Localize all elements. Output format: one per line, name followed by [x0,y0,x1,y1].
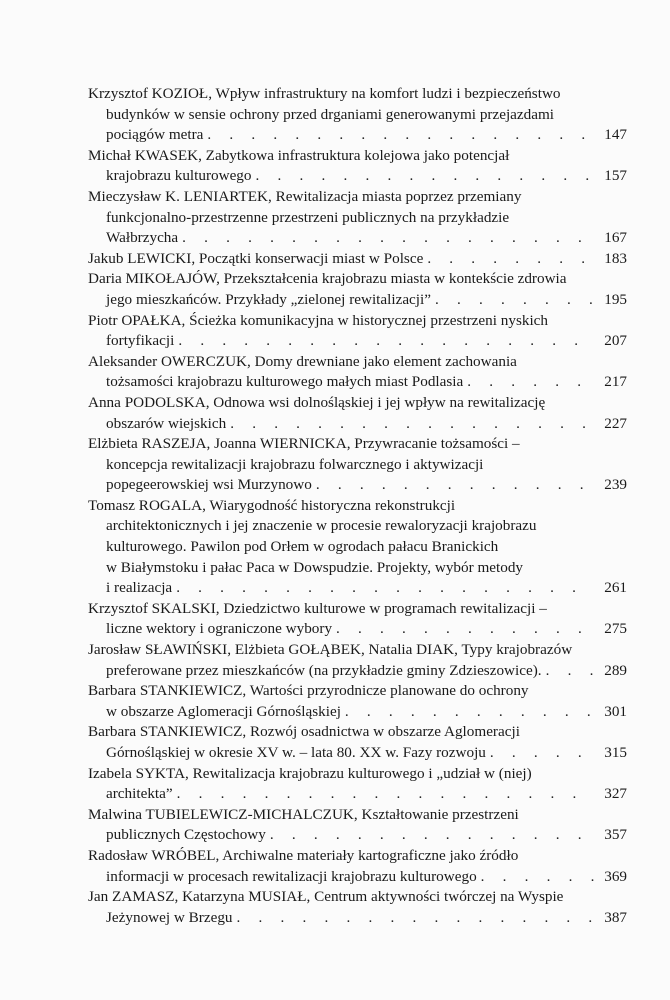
toc-entry-title-end: preferowane przez mieszkańców (na przykładzie gminy Zdzieszowice). [106,661,542,679]
toc-entry-line: Jan ZAMASZ, Katarzyna MUSIAŁ, Centrum aktywności twórczej na Wyspie [88,888,564,906]
toc-entry [88,764,627,805]
dot-leader [233,908,595,929]
toc-entry-line: Tomasz ROGALA, Wiarygodność historyczna rekonstrukcji [88,496,456,514]
toc-entry-title-end: i realizacja [106,579,173,597]
toc-entry-title-end: jego mieszkańców. Przykłady „zielonej rewitalizacji” [106,290,431,308]
page-number: 289 [604,661,627,679]
toc-entry-line: Krzysztof SKALSKI, Dziedzictwo kulturowe w programach rewitalizacji – [88,599,547,617]
toc-entry-last-line [88,228,627,249]
toc-entry-title-end: obszarów wiejskich [106,414,227,432]
toc-entry-last-line [88,908,627,929]
toc-entry-last-line [88,578,627,599]
page-number: 387 [604,908,627,926]
toc-entry-last-line [88,372,627,393]
toc-entry [88,269,627,310]
page-number: 147 [604,126,627,144]
toc-entry-title-end: krajobrazu kulturowego [106,167,252,185]
dot-leader [252,166,596,187]
page-number: 167 [604,229,627,247]
toc-entry-title-end: Górnośląskiej w okresie XV w. – lata 80. XX w. Fazy rozwoju [106,744,486,761]
toc-entry-line: Krzysztof KOZIOŁ, Wpływ infrastruktury na komfort ludzi i bezpieczeństwo [88,85,561,102]
toc-entry-title-end: informacji w procesach rewitalizacji krajobrazu kulturowego [106,867,477,885]
toc-entry [88,187,627,249]
toc-entry-line: Barbara STANKIEWICZ, Rozwój osadnictwa w obszarze Aglomeracji [88,723,520,741]
toc-entry-last-line [88,331,627,352]
page-number: 183 [604,249,627,267]
dot-leader [173,784,595,805]
toc-entry-line: Barbara STANKIEWICZ, Wartości przyrodnicze planowane do ochrony [88,682,529,700]
toc-entry [88,434,627,496]
dot-leader [341,702,595,723]
page-number: 369 [604,867,627,885]
page-number: 207 [604,332,627,350]
toc-entry [88,887,627,928]
page-number: 261 [604,579,627,597]
toc-entry [88,681,627,722]
toc-entry-title-end: pociągów metra [106,126,204,144]
dot-leader [542,661,595,682]
toc-entry-last-line [88,702,627,723]
page-number: 195 [604,290,627,308]
page-number: 315 [604,744,627,761]
toc-entry [88,352,627,393]
toc-entry-line: Mieczysław K. LENIARTEK, Rewitalizacja miasta poprzez przemiany [88,187,522,205]
toc-entry-line: Jarosław SŁAWIŃSKI, Elżbieta GOŁĄBEK, Natalia DIAK, Typy krajobrazów [88,641,573,659]
page-number: 239 [604,476,627,494]
toc-entry-line: Daria MIKOŁAJÓW, Przekształcenia krajobrazu miasta w kontekście zdrowia [88,270,567,288]
toc-entry-title-end: Wałbrzycha [106,229,179,247]
toc-entry [88,249,627,270]
toc-entry [88,496,627,599]
toc-entry-line: w Białymstoku i pałac Paca w Dowspudzie. Projekty, wybór metody [106,558,524,576]
toc-entry [88,393,627,434]
toc-entry-title-end: Jeżynowej w Brzegu [106,908,233,926]
page-number: 327 [604,785,627,803]
toc-entry-title-end: tożsamości krajobrazu kulturowego małych miast Podlasia [106,373,464,391]
dot-leader [486,743,595,764]
toc-entry-title-end: popegeerowskiej wsi Murzynowo [106,476,312,494]
toc-entry-last-line [88,249,627,270]
dot-leader [266,825,595,846]
toc-entry [88,640,627,681]
toc-entry-title-end: fortyfikacji [106,332,175,350]
dot-leader [431,290,595,311]
toc-entry [88,805,627,846]
toc-entry [88,311,627,352]
toc-entry-line: Michał KWASEK, Zabytkowa infrastruktura kolejowa jako potencjał [88,146,510,164]
toc-entry-line: Izabela SYKTA, Rewitalizacja krajobrazu kulturowego i „udział w (niej) [88,764,532,782]
toc-entry-title-end: w obszarze Aglomeracji Górnośląskiej [106,702,341,720]
toc-entry [88,722,627,763]
toc-entry [88,846,627,887]
toc-entry [88,146,627,187]
toc-entry-line: Malwina TUBIELEWICZ-MICHALCZUK, Kształtowanie przestrzeni [88,805,519,823]
toc-entry-line: Piotr OPAŁKA, Ścieżka komunikacyjna w historycznej przestrzeni nyskich [88,311,549,329]
toc-entry-last-line [88,475,627,496]
dot-leader [332,619,595,640]
dot-leader [423,249,595,270]
page-number: 227 [604,414,627,432]
toc-entry-title-end: Jakub LEWICKI, Początki konserwacji miast w Polsce [88,249,424,267]
toc-entry-last-line [88,125,627,146]
dot-leader [226,414,595,435]
dot-leader [172,578,595,599]
toc-entry-line: Anna PODOLSKA, Odnowa wsi dolnośląskiej i jej wpływ na rewitalizację [88,393,546,411]
toc-entry-line: funkcjonalno-przestrzenne przestrzeni publicznych na przykładzie [106,208,510,226]
toc-entry-line: architektonicznych i jej znaczenie w procesie rewaloryzacji krajobrazu [106,517,537,535]
table-of-contents [88,84,627,928]
toc-entry [88,84,627,146]
toc-entry-last-line [88,619,627,640]
page-number: 301 [604,702,627,720]
toc-entry-title-end: liczne wektory i ograniczone wybory [106,620,333,638]
toc-entry-last-line [88,290,627,311]
toc-entry-line: Aleksander OWERCZUK, Domy drewniane jako element zachowania [88,352,517,370]
toc-entry-last-line [88,784,627,805]
toc-entry-line: koncepcja rewitalizacji krajobrazu folwarcznego i aktywizacji [106,455,484,473]
toc-entry-line: kulturowego. Pawilon pod Orłem w ogrodach pałacu Branickich [106,538,499,556]
toc-entry-line: budynków w sensie ochrony przed drganiami generowanymi przejazdami [106,105,555,123]
toc-entry-last-line [88,867,627,888]
toc-entry-title-end: publicznych Częstochowy [106,826,266,844]
toc-entry-line: Radosław WRÓBEL, Archiwalne materiały kartograficzne jako źródło [88,846,519,864]
dot-leader [203,125,595,146]
toc-entry-line: Elżbieta RASZEJA, Joanna WIERNICKA, Przywracanie tożsamości – [88,435,520,453]
page-number: 217 [604,373,627,391]
dot-leader [312,475,595,496]
dot-leader [463,372,595,393]
toc-entry-last-line [88,825,627,846]
page-number: 357 [604,826,627,844]
toc-entry [88,599,627,640]
dot-leader [477,867,595,888]
page-number: 157 [604,167,627,185]
dot-leader [178,228,595,249]
toc-entry-last-line [88,661,627,682]
toc-entry-title-end: architekta” [106,785,173,803]
toc-entry-last-line [88,166,627,187]
toc-entry-last-line [88,414,627,435]
dot-leader [174,331,595,352]
toc-entry-last-line [88,743,627,764]
page-number: 275 [604,620,627,638]
